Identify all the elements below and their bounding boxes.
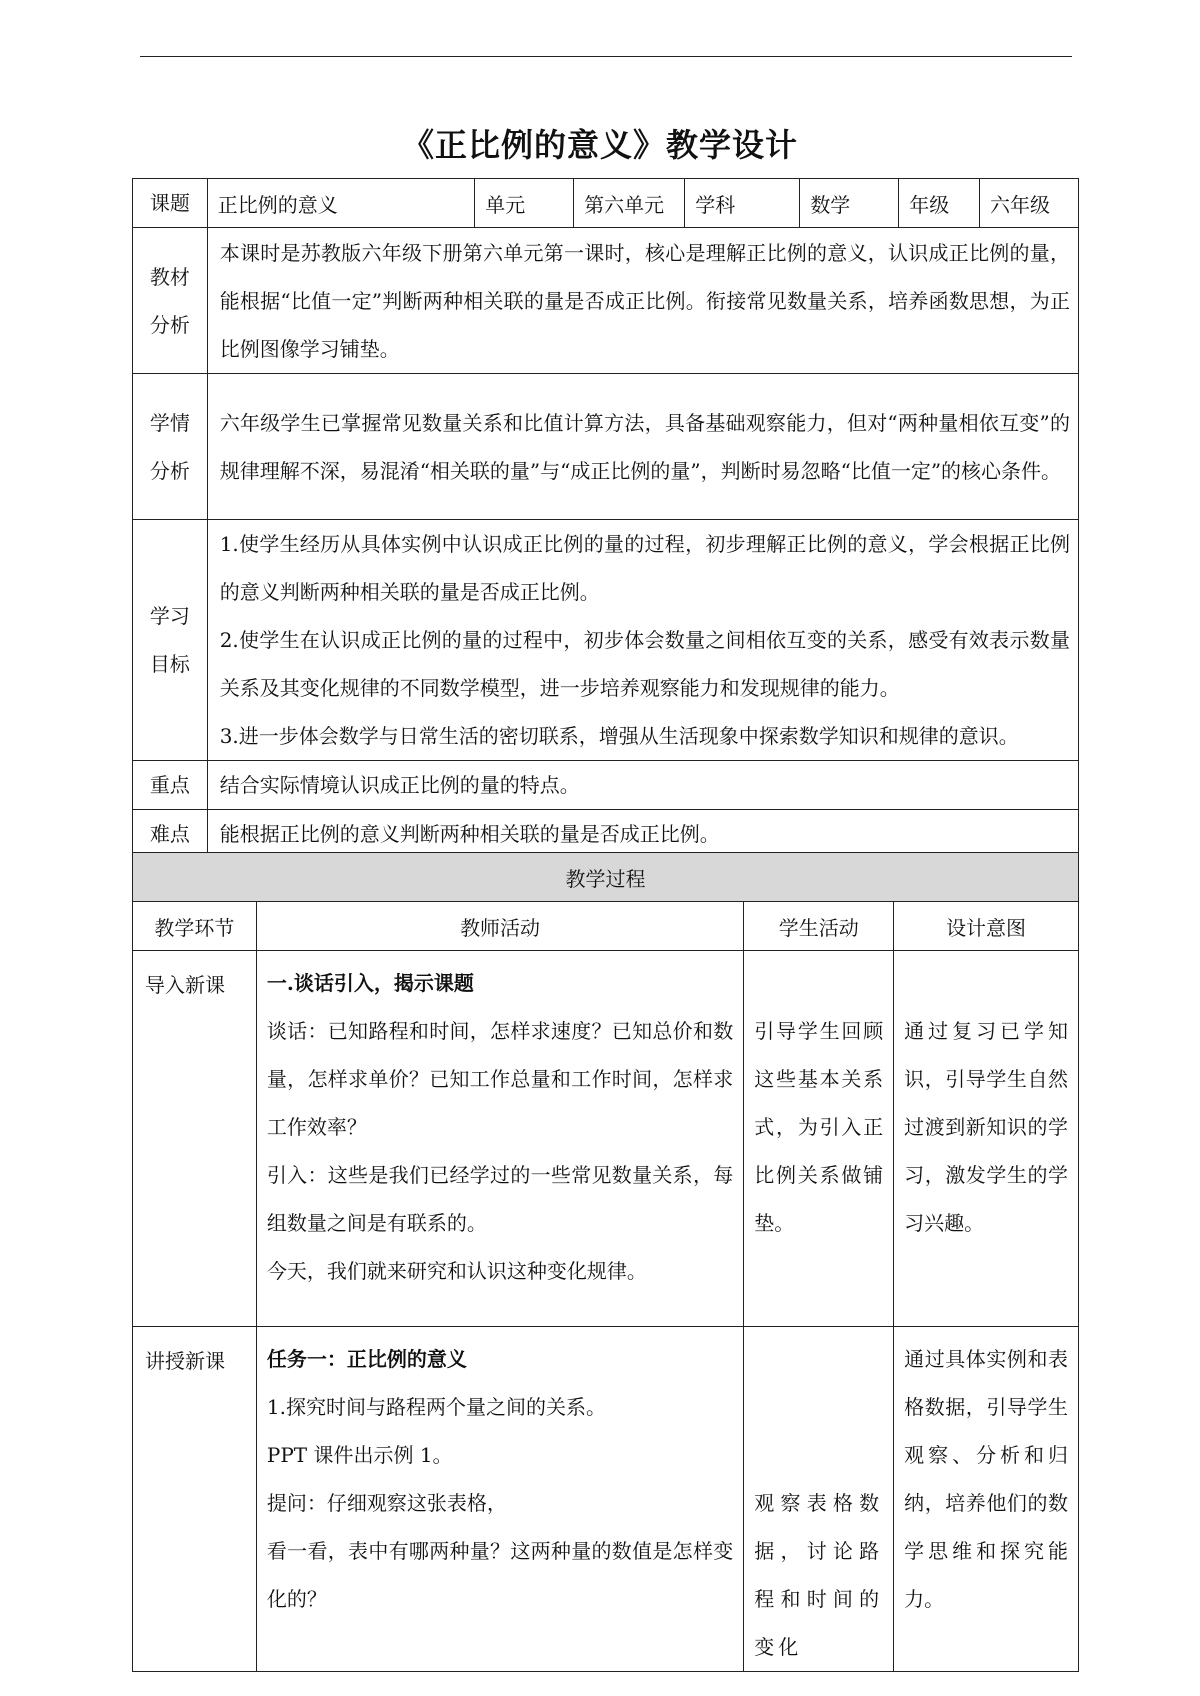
design-intent-intro: 通过复习已学知识，引导学生自然过渡到新知识的学习，激发学生的学习兴趣。 [894,951,1079,1327]
subject-value: 数学 [800,179,899,228]
header-stage: 教学环节 [133,902,257,951]
grade-value: 六年级 [980,179,1079,228]
document-title: 《正比例的意义》教学设计 [401,126,798,164]
goal-item: 3.进一步体会数学与日常生活的密切联系，增强从生活现象中探索数学知识和规律的意识。 [219,724,1019,748]
stage-intro: 导入新课 [133,951,257,1327]
key-point-label: 重点 [133,761,208,810]
header-student: 学生活动 [744,902,894,951]
info-table [132,178,1079,859]
teacher-line: 看一看，表中有哪两种量？这两种量的数值是怎样变化的？ [266,1539,734,1611]
learning-goals-text [207,520,1078,761]
teacher-line: 1.探究时间与路程两个量之间的关系。 [266,1395,606,1419]
teacher-line: 谈话：已知路程和时间，怎样求速度？已知总价和数量，怎样求单价？已知工作总量和工作时间，怎样求工作效率？ [266,1019,734,1139]
teacher-line: 今天，我们就来研究和认识这种变化规律。 [266,1259,647,1283]
difficulty-label: 难点 [133,810,208,859]
header-intent: 设计意图 [894,902,1079,951]
teacher-line: 提问：仔细观察这张表格， [266,1491,507,1515]
teacher-heading: 任务一：正比例的意义 [266,1347,467,1371]
teacher-line: PPT 课件出示例 1。 [266,1443,453,1467]
textbook-analysis-text: 本课时是苏教版六年级下册第六单元第一课时，核心是理解正比例的意义，认识成正比例的量，能根据“比值一定”判断两种相关联的量是否成正比例。衔接常见数量关系，培养函数思想，为正比例图像学习铺垫。 [207,228,1078,374]
difficulty-text: 能根据正比例的意义判断两种相关联的量是否成正比例。 [207,810,1078,859]
process-table [132,852,1079,1672]
teacher-heading: 一.谈话引入，揭示课题 [266,971,474,995]
student-analysis-label: 学情 分析 [133,374,208,520]
topic-value: 正比例的意义 [207,179,475,228]
teacher-line: 引入：这些是我们已经学过的一些常见数量关系，每组数量之间是有联系的。 [266,1163,734,1235]
grade-label: 年级 [899,179,980,228]
teacher-activity-intro [256,951,743,1327]
topic-label: 课题 [133,179,208,228]
unit-value: 第六单元 [574,179,685,228]
stage-new-lesson: 讲授新课 [133,1327,257,1672]
student-analysis-text: 六年级学生已掌握常见数量关系和比值计算方法，具备基础观察能力，但对“两种量相依互变”的规律理解不深，易混淆“相关联的量”与“成正比例的量”，判断时易忽略“比值一定”的核心条件。 [207,374,1078,520]
goal-item: 1.使学生经历从具体实例中认识成正比例的量的过程，初步理解正比例的意义，学会根据正比例的意义判断两种相关联的量是否成正比例。 [219,532,1070,604]
process-band-title: 教学过程 [133,853,1079,902]
textbook-analysis-label: 教材 分析 [133,228,208,374]
teacher-activity-new-lesson [256,1327,743,1672]
header-rule [140,56,1072,57]
header-teacher: 教师活动 [256,902,743,951]
design-intent-new-lesson: 通过具体实例和表格数据，引导学生观察、分析和归纳，培养他们的数学思维和探究能力。 [894,1327,1079,1672]
key-point-text: 结合实际情境认识成正比例的量的特点。 [207,761,1078,810]
student-activity-intro: 引导学生回顾这些基本关系式，为引入正比例关系做铺垫。 [744,951,894,1327]
subject-label: 学科 [685,179,800,228]
goal-item: 2.使学生在认识成正比例的量的过程中，初步体会数量之间相依互变的关系，感受有效表示数量关系及其变化规律的不同数学模型，进一步培养观察能力和发现规律的能力。 [219,628,1070,700]
learning-goals-label: 学习 目标 [133,520,208,761]
student-activity-new-lesson: 观察表格数据，讨论路程和时间的变化 [744,1327,894,1672]
unit-label: 单元 [475,179,574,228]
